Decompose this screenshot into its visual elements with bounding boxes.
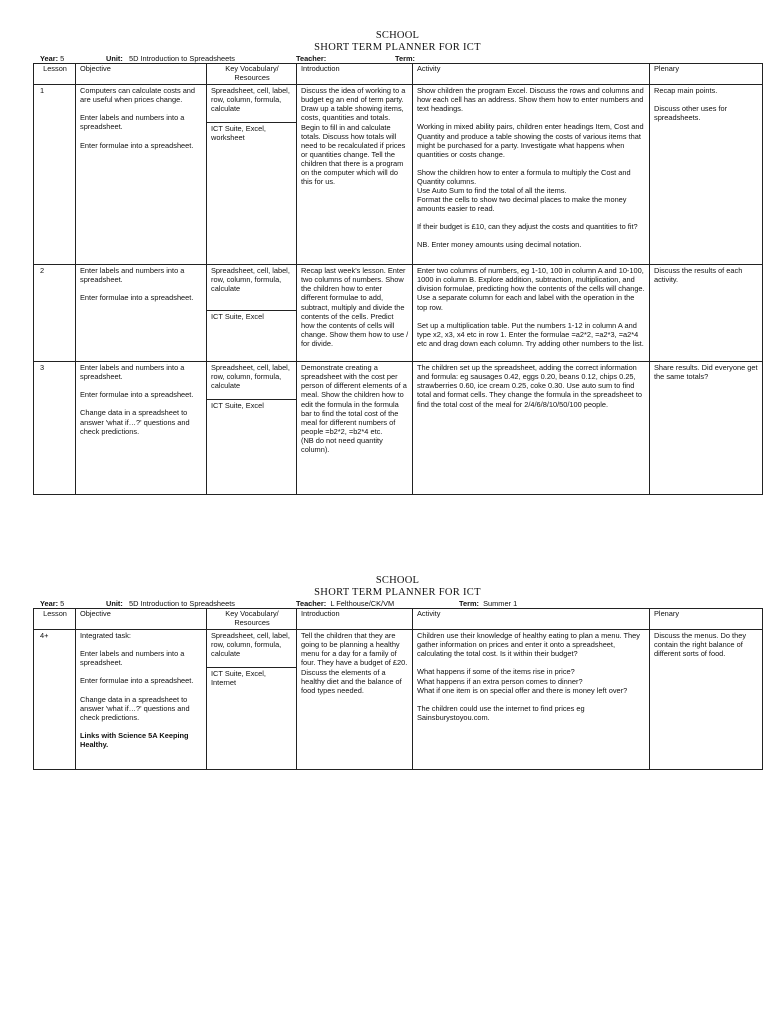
year-label: Year: (40, 54, 59, 63)
table-header-row (34, 609, 763, 630)
activity-cell (413, 85, 650, 265)
objective-text: Computers can calculate costs and are useful when prices change. (80, 86, 196, 105)
column-header-activity: Activity (413, 609, 650, 630)
resources-text: ICT Suite, Excel, Internet (211, 669, 266, 688)
objective-text: Integrated task: (80, 631, 131, 641)
planner-meta (33, 54, 762, 63)
objective-cell (76, 362, 207, 495)
objective-cell (76, 630, 207, 770)
activity-text: If their budget is £10, can they adjust the costs and quantities to fit? (417, 222, 638, 232)
activity-text: The children could use the internet to find prices eg Sainsburystoyou.com. (417, 703, 585, 722)
unit-value: 5D Introduction to Spreadsheets (129, 54, 235, 63)
table-header-row (34, 64, 763, 85)
year-value: 5 (60, 54, 65, 63)
resources-text: ICT Suite, Excel (211, 312, 264, 322)
teacher-value: L Felthouse/CK/VM (330, 599, 395, 608)
objective-cell (76, 85, 207, 265)
table-row (34, 85, 763, 265)
objective-text: Change data in a spreadsheet to answer 'what if…?' questions and check predictions. (80, 408, 190, 436)
plenary-text: Share results. Did everyone get the same totals? (654, 363, 758, 382)
introduction-cell (297, 630, 413, 770)
vocabulary-cell (207, 362, 297, 495)
activity-text: Children use their knowledge of healthy eating to plan a menu. They gather information on prices and enter it onto a spreadsheet, calculating the total cost. Is it within their budget? (417, 631, 640, 659)
column-header-plenary: Plenary (650, 609, 763, 630)
planner-heading: SHORT TERM PLANNER FOR ICT (314, 42, 481, 53)
activity-text: Show the children how to enter a formula to multiply the Cost and Quantity columns. Use Auto Sum to find the total of all the items. Format the cells to show two decimal places to make the money amounts easier to read. (417, 167, 631, 214)
vocabulary-cell (207, 265, 297, 362)
column-header-vocabulary: Key Vocabulary/ Resources (207, 609, 297, 630)
column-header-lesson: Lesson (34, 609, 76, 630)
table-row (34, 630, 763, 770)
planner-heading: SHORT TERM PLANNER FOR ICT (314, 587, 481, 598)
teacher-label: Teacher: (296, 54, 327, 63)
column-header-activity: Activity (413, 64, 650, 85)
vocabulary-text: Spreadsheet, cell, label, row, column, formula, calculate (207, 85, 296, 123)
column-header-lesson: Lesson (34, 64, 76, 85)
plenary-cell (650, 265, 763, 362)
resources-text: ICT Suite, Excel, worksheet (211, 124, 266, 143)
lesson-number: 2 (34, 265, 76, 362)
year-value: 5 (60, 599, 65, 608)
lesson-number: 4+ (34, 630, 76, 770)
plenary-text: Discuss the menus. Do they contain the right balance of different sorts of food. (654, 631, 747, 659)
activity-text: What happens if some of the items rise in price? What happens if an extra person comes to dinner? What if one item is on special offer and there is money left over? (417, 667, 628, 695)
objective-text: Enter formulae into a spreadsheet. (80, 390, 194, 400)
term-label: Term: (459, 599, 479, 608)
column-header-plenary: Plenary (650, 64, 763, 85)
column-header-vocabulary: Key Vocabulary/ Resources (207, 64, 297, 85)
activity-text: Set up a multiplication table. Put the numbers 1-12 in column A and type x2, x3, x4 etc in row 1. Enter the formulae =a2*2, =a2*3, =a2*4 etc and drag down each column. Try adding other numbers to the list. (417, 320, 644, 348)
introduction-text: Discuss the idea of working to a budget eg an end of term party. Draw up a table showing items, costs, quantities and totals. Begin to fill in and calculate totals. Discuss how totals will need to be recalculated if prices or quantities change. Tell the children that there is a program on the computer which will do this for us. (301, 86, 406, 187)
plenary-text: Recap main points. (654, 86, 718, 96)
activity-text: Show children the program Excel. Discuss the rows and columns and how each cell has an address. Show them how to enter numbers and text headings. (417, 86, 644, 114)
column-header-introduction: Introduction (297, 609, 413, 630)
objective-text: Enter labels and numbers into a spreadsheet. (80, 363, 185, 382)
vocabulary-text: Spreadsheet, cell, label, row, column, formula, calculate (207, 630, 296, 668)
objective-cell (76, 265, 207, 362)
objective-text: Enter labels and numbers into a spreadsheet. (80, 113, 185, 132)
school-title: SCHOOL (375, 575, 420, 586)
plenary-text: Discuss the results of each activity. (654, 266, 743, 285)
vocabulary-text: Spreadsheet, cell, label, row, column, formula, calculate (207, 265, 296, 311)
teacher-label: Teacher: (296, 599, 327, 608)
vocabulary-text: Spreadsheet, cell, label, row, column, formula, calculate (207, 362, 296, 400)
column-header-objective: Objective (76, 609, 207, 630)
activity-cell (413, 265, 650, 362)
planner-table (33, 63, 763, 495)
activity-text: NB. Enter money amounts using decimal notation. (417, 240, 582, 250)
activity-text: Enter two columns of numbers, eg 1-10, 100 in column A and 10-100, 1000 in column B. Explore addition, subtraction, multiplication, and division formulae, predicting how the contents of the cells will change. Use a separate column for each and label with the operation in the top row. (417, 266, 645, 312)
planner-table (33, 608, 763, 770)
science-link-text: Links with Science 5A Keeping Healthy. (80, 730, 189, 749)
activity-cell (413, 362, 650, 495)
vocabulary-cell (207, 85, 297, 265)
introduction-text: Demonstrate creating a spreadsheet with the cost per person of different elements of a meal. Show the children how to edit the formula in the formula bar to find the total cost of the meal for different numbers of people =b2*2, =b2*4 etc. (NB do not need quantity column). (301, 363, 407, 455)
planner-meta (33, 599, 762, 608)
unit-label: Unit: (106, 599, 123, 608)
lesson-number: 1 (34, 85, 76, 265)
term-label: Term: (395, 54, 415, 63)
plenary-cell (650, 362, 763, 495)
table-row (34, 265, 763, 362)
year-label: Year: (40, 599, 59, 608)
term-value: Summer 1 (483, 599, 518, 608)
school-title: SCHOOL (375, 30, 420, 41)
unit-value: 5D Introduction to Spreadsheets (129, 599, 235, 608)
vocabulary-cell (207, 630, 297, 770)
objective-text: Enter formulae into a spreadsheet. (80, 293, 194, 303)
activity-text: Working in mixed ability pairs, children enter headings Item, Cost and Quantity and produce a table showing the costs of various items that might be purchased for a party. Investigate what happens when quantities or costs change. (417, 122, 644, 159)
plenary-cell (650, 630, 763, 770)
objective-text: Enter labels and numbers into a spreadsheet. (80, 649, 185, 668)
introduction-text: Tell the children that they are going to be planning a healthy menu for a day for a family of four. They have a budget of £20. Discuss the elements of a healthy diet and the balance of food types needed. (301, 631, 408, 695)
activity-cell (413, 630, 650, 770)
plenary-cell (650, 85, 763, 265)
objective-text: Change data in a spreadsheet to answer 'what if…?' questions and check predictions. (80, 694, 190, 722)
introduction-cell (297, 265, 413, 362)
objective-text: Enter formulae into a spreadsheet. (80, 140, 194, 150)
introduction-text: Recap last week's lesson. Enter two columns of numbers. Show the children how to enter different formulae to add, subtract, multiply and divide the contents of the cells. Predict how the contents of cells will change. Show them how to use / for divide. (301, 266, 409, 348)
planner-section-1 (33, 30, 762, 495)
introduction-cell (297, 85, 413, 265)
table-row (34, 362, 763, 495)
introduction-cell (297, 362, 413, 495)
planner-section-2 (33, 575, 762, 770)
plenary-text: Discuss other uses for spreadsheets. (654, 104, 728, 123)
lesson-number: 3 (34, 362, 76, 495)
resources-text: ICT Suite, Excel (211, 401, 264, 411)
column-header-introduction: Introduction (297, 64, 413, 85)
activity-text: The children set up the spreadsheet, adding the correct information and formula: eg sausages 0.42, eggs 0.20, beans 0.12, chips 0.25, strawberries 0.60, ice cream 0.25, coke 0.30. Use auto sum to find total and format cells. They change the formula in the spreadsheet to find the total cost of the meal for 2/4/6/8/10/50/100 people. (417, 363, 642, 409)
column-header-objective: Objective (76, 64, 207, 85)
objective-text: Enter formulae into a spreadsheet. (80, 676, 194, 686)
unit-label: Unit: (106, 54, 123, 63)
objective-text: Enter labels and numbers into a spreadsheet. (80, 266, 185, 285)
